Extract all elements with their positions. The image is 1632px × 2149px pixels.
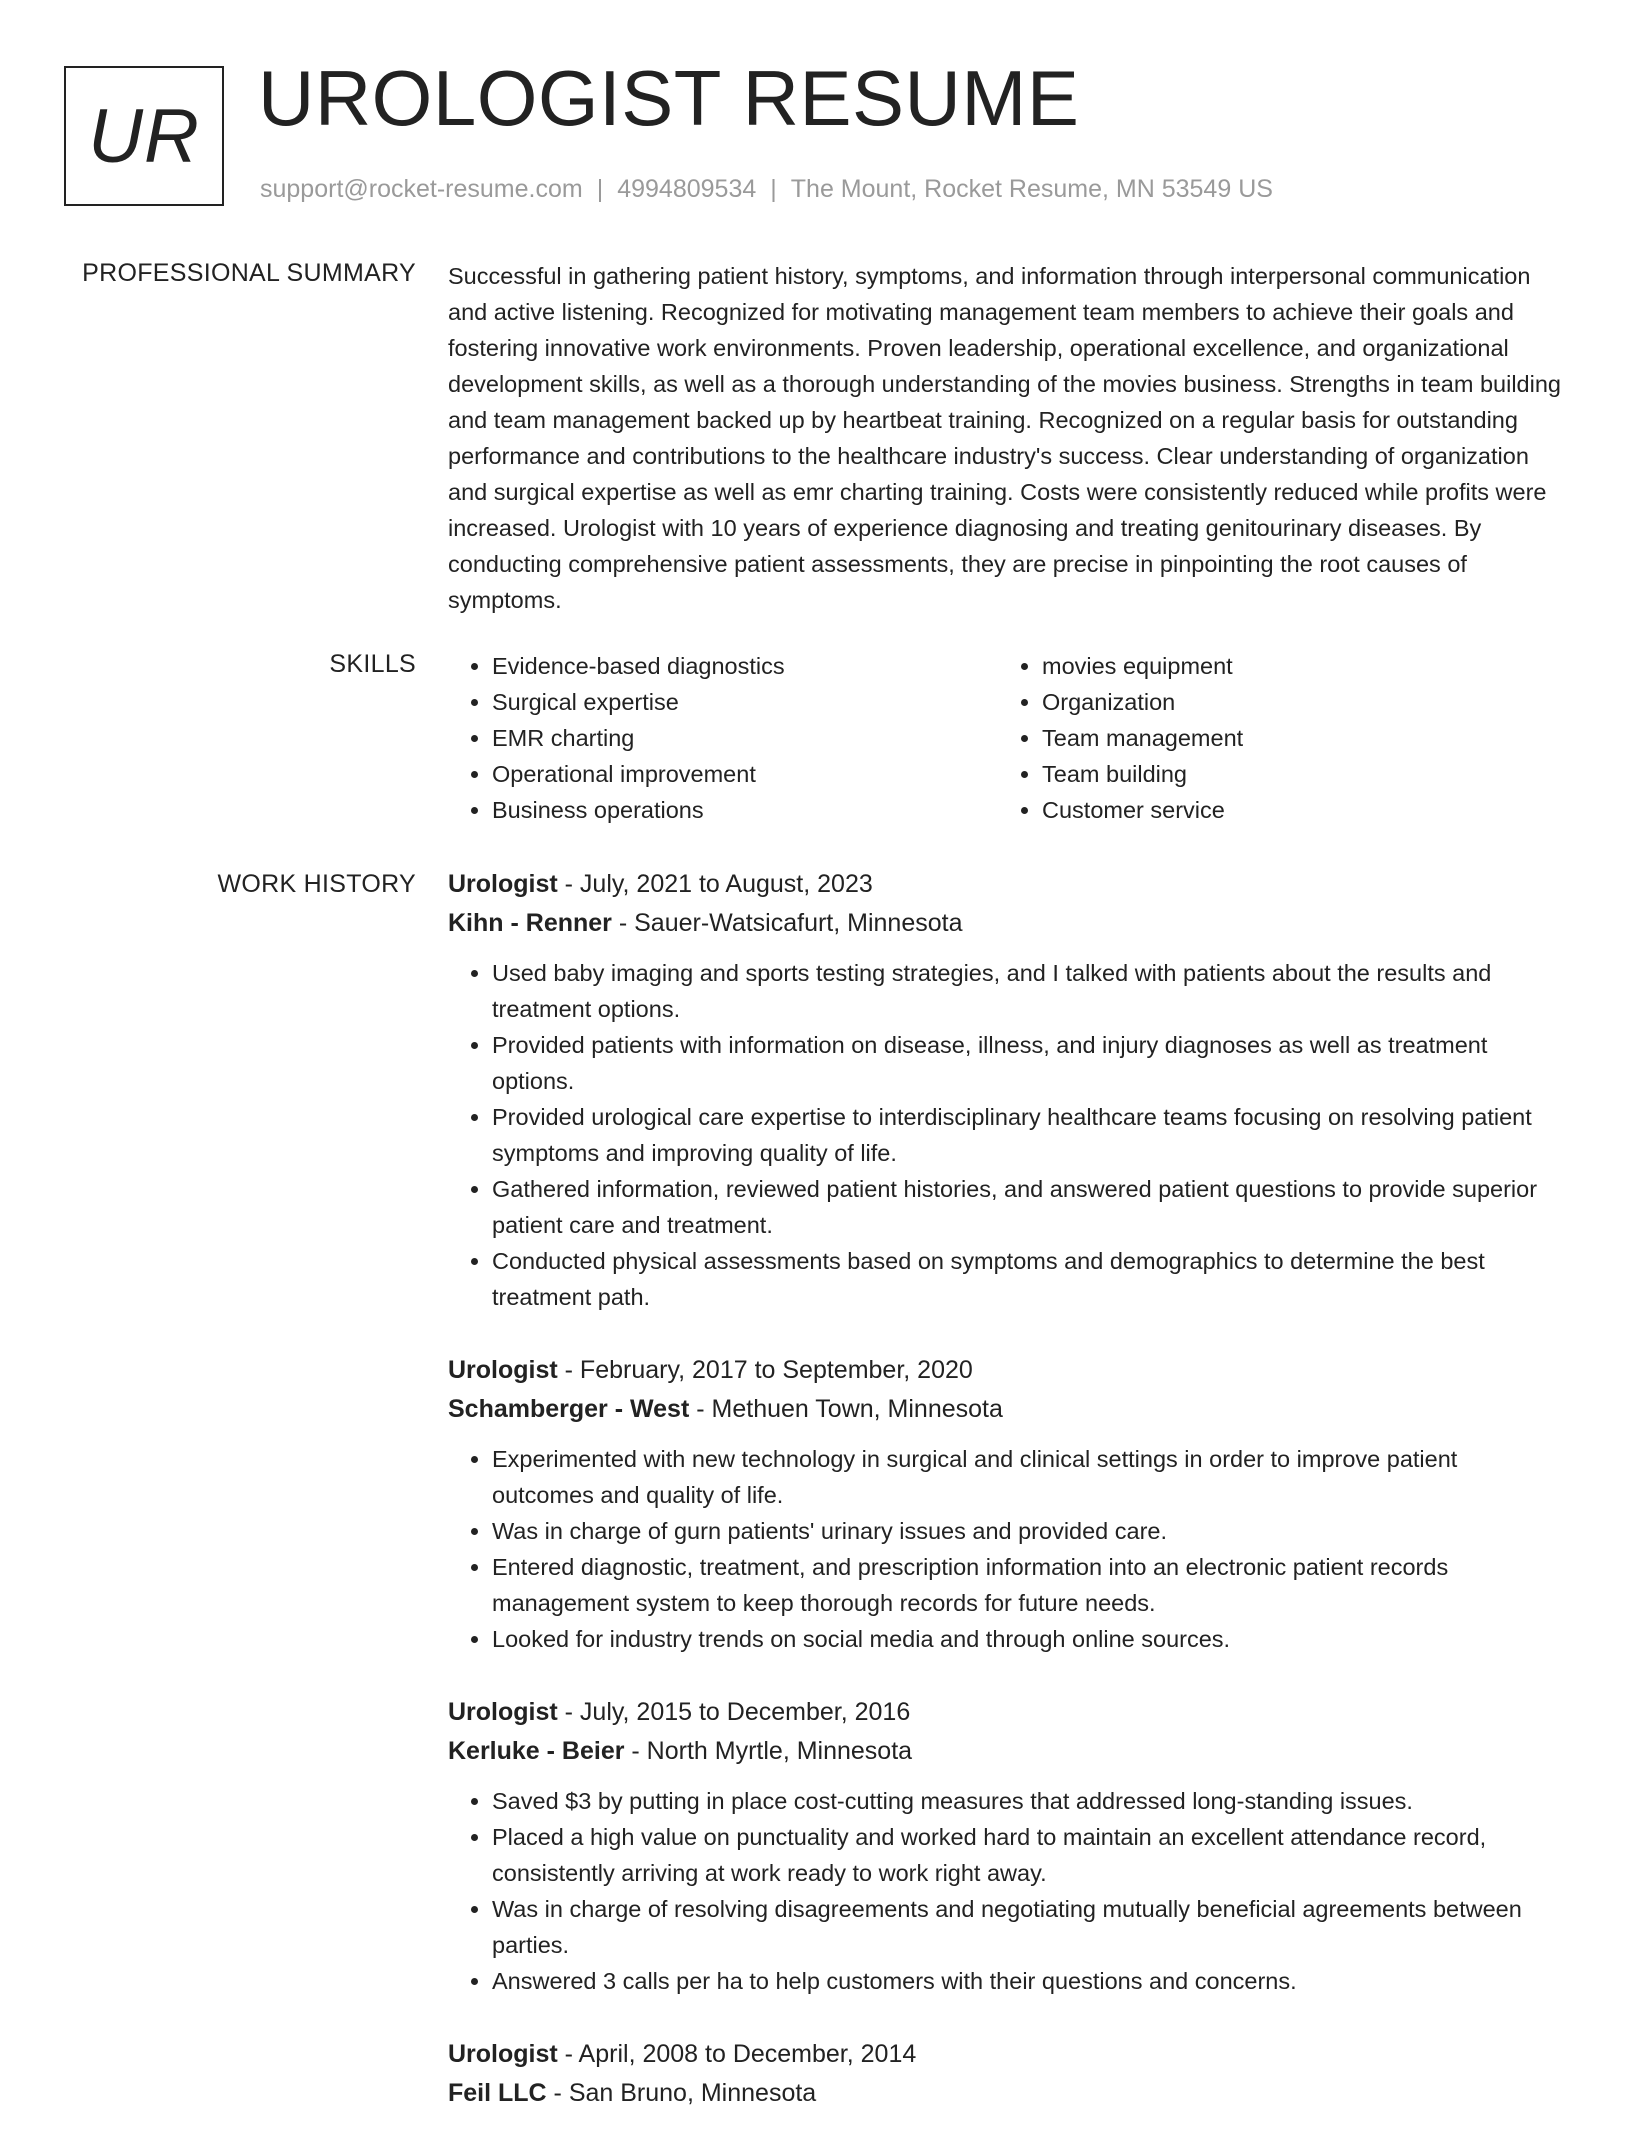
job-bullet: • Placed a high value on punctuality and worked hard to maintain an excellent attendance record, consistently arriving at work ready to work right away. — [492, 1819, 1563, 1891]
summary-text: Successful in gathering patient history, symptoms, and information through interpersonal communication and active listening. Recognized for motivating management team members to achieve their goals and fostering innovative work environments. Proven leadership, operational excellence, and organizational development skills, as well as a thorough understanding of the movies business. Strengths in team building and team management backed up by heartbeat training. Recognized on a regular basis for outstanding performance and contributions to the healthcare industry's success. Clear understanding of organization and surgical expertise as well as emr charting training. Costs were consistently reduced while profits were increased. Urologist with 10 years of experience diagnosing and treating genitourinary diseases. By conducting comprehensive patient assessments, they are precise in pinpointing the root causes of symptoms. — [448, 263, 1561, 613]
job-location: - Methuen Town, Minnesota — [689, 1395, 1003, 1423]
work-history-heading: WORK HISTORY — [217, 870, 416, 898]
skill-item: • Customer service — [1042, 792, 1548, 828]
contact-email: support@rocket-resume.com — [260, 175, 583, 203]
job-bullets — [448, 1441, 1563, 1657]
job-title-line — [448, 865, 1563, 904]
job-title-line — [448, 1351, 1563, 1390]
monogram-initials: UR — [88, 93, 200, 179]
skill-item: • Organization — [1042, 684, 1548, 720]
summary-heading: PROFESSIONAL SUMMARY — [82, 259, 416, 287]
job-bullet: • Used baby imaging and sports testing strategies, and I talked with patients about the results and treatment options. — [492, 955, 1563, 1027]
job-entry — [448, 1693, 1563, 1999]
job-location: - North Myrtle, Minnesota — [624, 1737, 913, 1765]
skill-item: • Evidence-based diagnostics — [492, 648, 998, 684]
skills-list-left — [448, 648, 998, 828]
job-company-line — [448, 2074, 1563, 2113]
job-dates: - February, 2017 to September, 2020 — [557, 1356, 973, 1384]
job-company: Kihn - Renner — [448, 909, 612, 937]
skills-section — [448, 648, 1563, 828]
job-entry — [448, 2035, 1563, 2113]
job-bullet: • Was in charge of gurn patients' urinary issues and provided care. — [492, 1513, 1563, 1549]
contact-phone: 4994809534 — [617, 175, 757, 203]
resume-title: UROLOGIST RESUME — [258, 54, 1080, 142]
skill-item: • Operational improvement — [492, 756, 998, 792]
work-history-section — [448, 865, 1563, 2149]
job-company-line — [448, 904, 1563, 943]
job-title: Urologist — [448, 870, 558, 898]
contact-separator: | — [596, 175, 604, 203]
job-title-line — [448, 2035, 1563, 2074]
job-company-line — [448, 1732, 1563, 1771]
job-title: Urologist — [448, 1698, 558, 1726]
summary-section — [448, 258, 1563, 618]
job-dates: - April, 2008 to December, 2014 — [557, 2040, 917, 2068]
job-bullet: • Gathered information, reviewed patient histories, and answered patient questions to provide superior patient care and treatment. — [492, 1171, 1563, 1243]
job-title: Urologist — [448, 1356, 558, 1384]
job-bullet: • Provided urological care expertise to interdisciplinary healthcare teams focusing on resolving patient symptoms and improving quality of life. — [492, 1099, 1563, 1171]
job-title: Urologist — [448, 2040, 558, 2068]
contact-line — [260, 175, 1273, 204]
skill-item: • Surgical expertise — [492, 684, 998, 720]
job-bullet: • Entered diagnostic, treatment, and prescription information into an electronic patient records management system to keep thorough records for future needs. — [492, 1549, 1563, 1621]
job-bullet: • Conducted physical assessments based on symptoms and demographics to determine the best treatment path. — [492, 1243, 1563, 1315]
job-bullet: • Experimented with new technology in surgical and clinical settings in order to improve patient outcomes and quality of life. — [492, 1441, 1563, 1513]
skill-item: • Team building — [1042, 756, 1548, 792]
job-location: - Sauer-Watsicafurt, Minnesota — [611, 909, 963, 937]
job-company: Schamberger - West — [448, 1395, 690, 1423]
job-company-line — [448, 1390, 1563, 1429]
job-entry — [448, 1351, 1563, 1657]
monogram-box — [64, 66, 224, 206]
job-bullet: • Saved $3 by putting in place cost-cutting measures that addressed long-standing issues. — [492, 1783, 1563, 1819]
job-bullet: • Provided patients with information on disease, illness, and injury diagnoses as well as treatment options. — [492, 1027, 1563, 1099]
job-company: Feil LLC — [448, 2079, 547, 2107]
contact-separator: | — [770, 175, 777, 203]
job-bullet: • Looked for industry trends on social media and through online sources. — [492, 1621, 1563, 1657]
job-bullet: • Was in charge of resolving disagreements and negotiating mutually beneficial agreements between parties. — [492, 1891, 1563, 1963]
skills-list-right — [998, 648, 1548, 828]
job-bullets — [448, 1783, 1563, 1999]
skill-item: • Business operations — [492, 792, 998, 828]
job-dates: - July, 2021 to August, 2023 — [557, 870, 873, 898]
job-title-line — [448, 1693, 1563, 1732]
job-bullets — [448, 955, 1563, 1315]
skill-item: • movies equipment — [1042, 648, 1548, 684]
job-entry — [448, 865, 1563, 1315]
contact-address: The Mount, Rocket Resume, MN 53549 US — [790, 175, 1273, 203]
job-company: Kerluke - Beier — [448, 1737, 625, 1765]
skills-heading: SKILLS — [329, 650, 416, 678]
job-bullet: • Answered 3 calls per ha to help customers with their questions and concerns. — [492, 1963, 1563, 1999]
skill-item: • EMR charting — [492, 720, 998, 756]
job-location: - San Bruno, Minnesota — [546, 2079, 817, 2107]
skill-item: • Team management — [1042, 720, 1548, 756]
job-dates: - July, 2015 to December, 2016 — [557, 1698, 911, 1726]
